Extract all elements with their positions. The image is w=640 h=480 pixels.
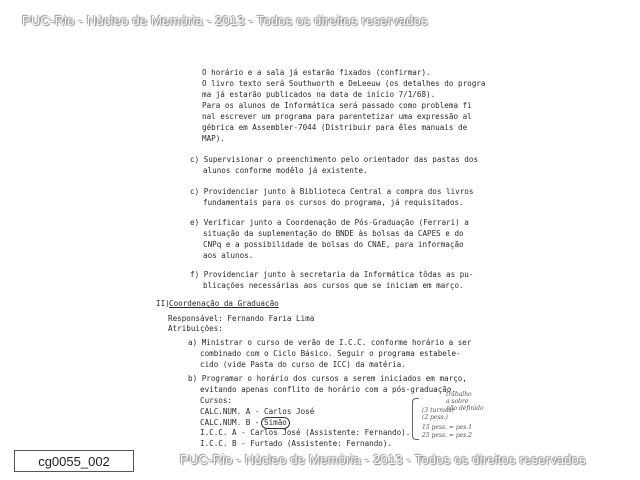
section-number: II) xyxy=(156,299,170,308)
text-line: O livro texto será Southworth e DeLeeuw (os detalhes do progra xyxy=(202,79,486,88)
text-line: Para os alunos de Informática será passado como problema fi xyxy=(202,101,472,110)
text-line: blicações necessárias aos cursos que se iniciam em março. xyxy=(203,281,464,290)
text-line: aos alunos. xyxy=(203,251,254,260)
text-line: MAP). xyxy=(202,134,225,143)
text-line: CALC.NUM. A - Carlos José xyxy=(200,407,315,416)
handwritten-note: trabalho xyxy=(446,391,472,398)
text-line: O horário e a sala já estarão fixados (confirmar). xyxy=(202,68,431,77)
text-line: combinado com o Ciclo Básico. Seguir o programa estabele- xyxy=(200,349,461,358)
text-line: Atribuições: xyxy=(168,324,223,333)
handwritten-note: 25 pess. = pes.2 xyxy=(422,432,473,439)
circled-name: Simão xyxy=(261,417,290,429)
item-c2-line: c) Providenciar junto à Biblioteca Central a compra dos livros xyxy=(190,187,474,196)
text-line: nal escrever um programa para parentetizar uma expressão al xyxy=(202,112,472,121)
handwritten-note: (3 turmas) xyxy=(422,407,454,414)
text-line: I.C.C. A - Carlos José (Assistente: Fernando). xyxy=(200,428,411,437)
handwritten-note: a sobre xyxy=(446,398,469,405)
item-a-line: a) Ministrar o curso de verão de I.C.C. conforme horário a ser xyxy=(188,338,472,347)
watermark-top: PUC-Rio - Núcleo de Memória - 2013 - Todos os direitos reservados xyxy=(22,13,428,28)
handwritten-brace xyxy=(412,398,419,440)
handwritten-note: (2 pess.) xyxy=(422,414,448,421)
text-line: CALC.NUM. B - xyxy=(200,418,260,427)
text-line: Cursos: xyxy=(200,396,233,405)
text-line: ma já estarão publicados na data de início 7/1/68). xyxy=(202,90,436,99)
section-heading: Coordenação da Graduação xyxy=(169,299,279,308)
text-line: gébrica em Assembler-7044 (Distribuir para êles manuais de xyxy=(202,123,468,132)
item-b-line: b) Programar o horário dos cursos a serem iniciados em março, xyxy=(188,374,467,383)
document-id-label: cg0055_002 xyxy=(14,450,134,472)
watermark-bottom: PUC-Rio - Núcleo de Memória - 2013 - Todos os direitos reservados xyxy=(180,452,586,467)
text-line: Responsável: Fernando Faria Lima xyxy=(168,314,315,323)
item-f-line: f) Providenciar junto à secretaria da Informática tôdas as pu- xyxy=(190,270,474,279)
text-line: fundamentais para os cursos do programa, já requisitados. xyxy=(203,198,464,207)
text-line: I.C.C. B - Furtado (Assistente: Fernando). xyxy=(200,439,393,448)
handwritten-note: 15 pess. = pes.1 xyxy=(422,424,473,431)
text-line: alunos conforme modêlo já existente. xyxy=(203,166,368,175)
item-c-line: c) Supervisionar o preenchimento pelo orientador das pastas dos xyxy=(190,155,479,164)
item-e-line: e) Verificar junto a Coordenação de Pós-Graduação (Ferrari) a xyxy=(190,218,469,227)
text-line: situação da suplementação do BNDE às bolsas da CAPES e do xyxy=(203,229,464,238)
handwritten-note: não definido xyxy=(446,405,484,412)
text-line: cido (vide Pasta do curso de ICC) da matéria. xyxy=(200,360,406,369)
text-line: evitando apenas conflito de horário com a pós-graduação. xyxy=(200,385,457,394)
text-line: CNPq e a possibilidade de bolsas do CNAE, para informação xyxy=(203,240,464,249)
